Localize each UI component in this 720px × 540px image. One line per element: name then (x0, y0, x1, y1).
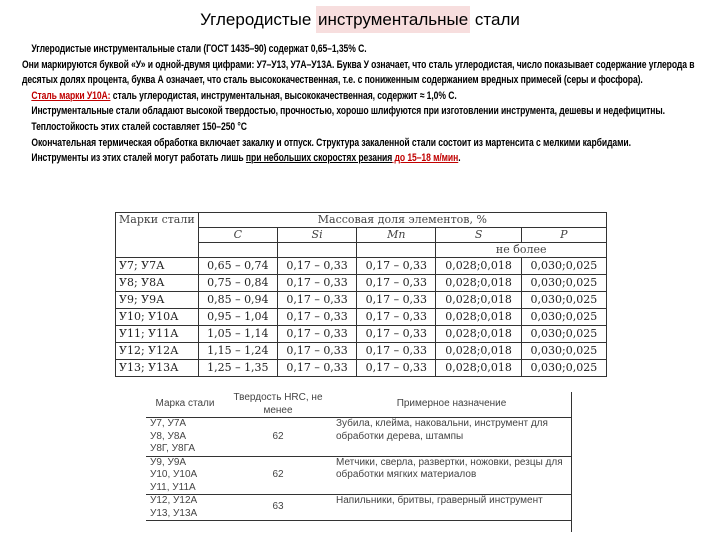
value-cell: 0,17 – 0,33 (277, 360, 356, 377)
u10a-text: сталь углеродистая, инструментальная, высококачественная, содержит ≈ 1,0% С. (110, 89, 457, 102)
composition-row (116, 343, 607, 360)
empty-cell (277, 243, 356, 258)
value-cell: 0,75 – 0,84 (198, 275, 277, 292)
title-part: стали (470, 10, 520, 29)
usage-table (146, 392, 571, 521)
usage-grade-cell: У12, У12А У13, У13А (146, 495, 224, 521)
grade-cell: У13; У13А (116, 360, 199, 377)
element-label: P (560, 228, 568, 241)
value-cell: 0,028;0,018 (436, 343, 521, 360)
value-cell: 1,05 – 1,14 (198, 326, 277, 343)
paragraph-properties: Инструментальные стали обладают высокой твердостью, прочностью, хорошо шлифуются при изготовлении инструмента, дешевы и недефицитны. Теплостойкость этих сталей составляет 150–250 °С (31, 105, 665, 133)
value-cell: 0,17 – 0,33 (357, 360, 436, 377)
value-cell: 0,65 – 0,74 (198, 258, 277, 275)
usage-cell: Напильники, бритвы, граверный инструмент (332, 495, 571, 521)
value-cell: 0,030;0,025 (521, 326, 606, 343)
value-cell: 0,030;0,025 (521, 343, 606, 360)
value-cell: 0,030;0,025 (521, 309, 606, 326)
value-cell: 0,17 – 0,33 (277, 343, 356, 360)
value-cell: 0,95 – 1,04 (198, 309, 277, 326)
grade-cell: У7; У7А (116, 258, 199, 275)
composition-row (116, 258, 607, 275)
composition-row (116, 292, 607, 309)
value-cell: 0,17 – 0,33 (357, 292, 436, 309)
value-cell: 0,17 – 0,33 (357, 275, 436, 292)
value-cell: 0,028;0,018 (436, 309, 521, 326)
usage-row (146, 418, 571, 457)
usage-grade-cell: У9, У9А У10, У10А У11, У11А (146, 456, 224, 495)
element-label: Si (311, 228, 323, 241)
value-cell: 0,85 – 0,94 (198, 292, 277, 309)
paragraph-heat-treatment: Окончательная термическая обработка включает закалку и отпуск. Структура закаленной стали состоит из мартенсита с мелкими карбидами. (31, 136, 631, 149)
hardness-header: Твердость HRC, не менее (224, 392, 332, 418)
usage-header: Примерное назначение (332, 392, 571, 418)
usage-row (146, 495, 571, 521)
grade-cell: У8; У8А (116, 275, 199, 292)
slide-title (0, 10, 720, 30)
title-part: Углеродистые (200, 10, 316, 29)
element-label: C (233, 228, 243, 241)
value-cell: 0,17 – 0,33 (357, 343, 436, 360)
u10a-link[interactable]: Сталь марки У10А: (31, 89, 111, 102)
element-label: S (474, 228, 483, 241)
paragraph-cutting-speed (22, 151, 712, 167)
value-cell: 0,17 – 0,33 (277, 258, 356, 275)
mass-header: Массовая доля элементов, % (198, 213, 606, 228)
grade-cell: У9; У9А (116, 292, 199, 309)
value-cell: 0,030;0,025 (521, 275, 606, 292)
value-cell: 1,25 – 1,35 (198, 360, 277, 377)
paragraph-gost: Углеродистые инструментальные стали (ГОСТ 1435–90) содержат 0,65–1,35% С. (31, 43, 367, 55)
value-cell: 0,17 – 0,33 (357, 258, 436, 275)
body-text (22, 42, 712, 167)
composition-row (116, 309, 607, 326)
speed-end: . (458, 152, 461, 165)
hardness-cell: 63 (224, 495, 332, 521)
empty-cell (357, 243, 436, 258)
title-highlight: инструментальные (316, 6, 470, 33)
hardness-cell: 62 (224, 456, 332, 495)
usage-cell: Зубила, клейма, наковальни, инструмент для обработки дерева, штампы (332, 418, 571, 457)
grade-cell: У12; У12А (116, 343, 199, 360)
value-cell: 0,17 – 0,33 (277, 275, 356, 292)
value-cell: 0,17 – 0,33 (357, 326, 436, 343)
composition-row (116, 326, 607, 343)
composition-table (115, 212, 607, 377)
composition-row (116, 360, 607, 377)
usage-grade-cell: У7, У7А У8, У8А У8Г, У8ГА (146, 418, 224, 457)
value-cell: 0,028;0,018 (436, 360, 521, 377)
value-cell: 0,030;0,025 (521, 360, 606, 377)
value-cell: 0,028;0,018 (436, 275, 521, 292)
grade-cell: У10; У10А (116, 309, 199, 326)
hardness-cell: 62 (224, 418, 332, 457)
element-header (277, 228, 356, 243)
value-cell: 0,17 – 0,33 (357, 309, 436, 326)
paragraph-marking: Они маркируются буквой «У» и одной-двумя цифрами: У7–У13, У7А–У13А. Буква У означает, что сталь углеродистая, число показывает содержание углерода в десятых долях процента, буква А означает, что сталь высококачественная, т.е. с пониженным содержанием вредных примесей (серы и фосфора). (22, 58, 695, 87)
composition-row (116, 275, 607, 292)
usage-grade-header: Марка стали (146, 392, 224, 418)
usage-cell: Метчики, сверла, развертки, ножовки, резцы для обработки мягких материалов (332, 456, 571, 495)
speed-underlined: при небольших скоростях резания (245, 152, 393, 165)
empty-cell (198, 243, 277, 258)
value-cell: 0,028;0,018 (436, 258, 521, 275)
max-note: не более (436, 243, 607, 258)
element-label: Mn (387, 228, 406, 241)
speed-text: Инструменты из этих сталей могут работать лишь (31, 152, 246, 165)
grade-header: Марки стали (116, 213, 199, 258)
value-cell: 0,028;0,018 (436, 326, 521, 343)
usage-row (146, 456, 571, 495)
value-cell: 0,030;0,025 (521, 292, 606, 309)
value-cell: 0,17 – 0,33 (277, 326, 356, 343)
value-cell: 1,15 – 1,24 (198, 343, 277, 360)
value-cell: 0,17 – 0,33 (277, 292, 356, 309)
element-header (436, 228, 521, 243)
element-header (198, 228, 277, 243)
grade-cell: У11; У11А (116, 326, 199, 343)
element-header (521, 228, 606, 243)
speed-value: до 15–18 м/мин (392, 152, 459, 165)
table-border-line (571, 392, 572, 532)
value-cell: 0,028;0,018 (436, 292, 521, 309)
element-header (357, 228, 436, 243)
value-cell: 0,17 – 0,33 (277, 309, 356, 326)
value-cell: 0,030;0,025 (521, 258, 606, 275)
paragraph-u10a (22, 89, 712, 105)
